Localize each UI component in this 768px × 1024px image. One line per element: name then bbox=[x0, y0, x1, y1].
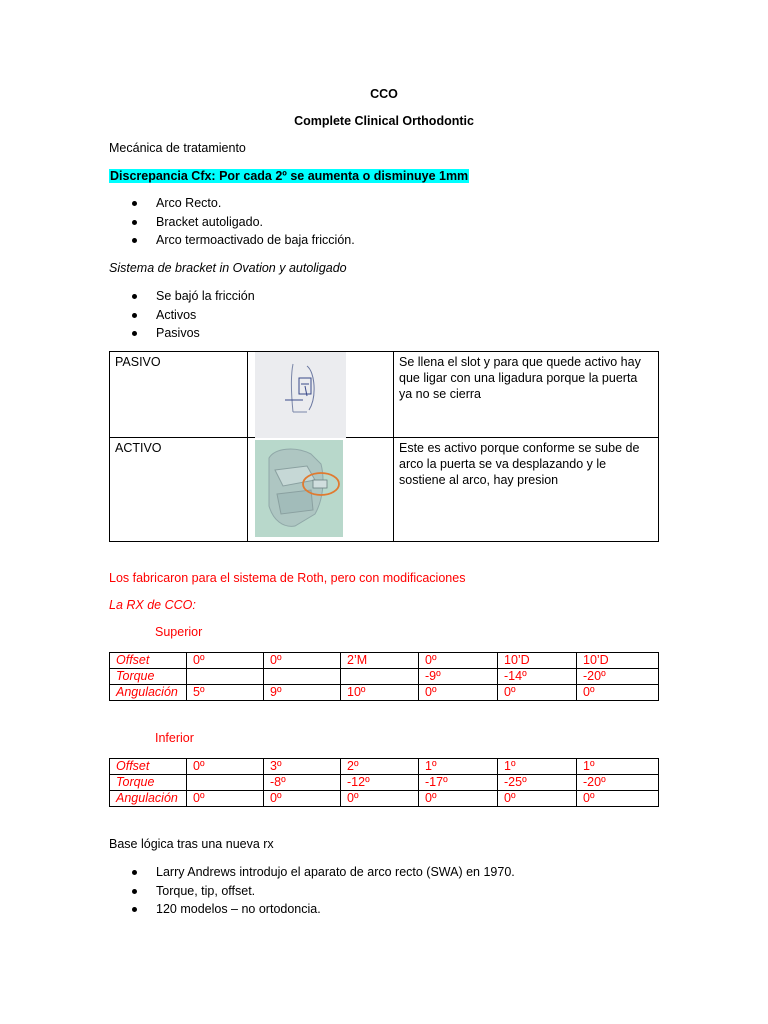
table-cell: -14º bbox=[498, 669, 577, 685]
table-cell: 0º bbox=[577, 791, 659, 807]
table-cell: 3º bbox=[264, 759, 341, 775]
table-cell bbox=[341, 669, 419, 685]
row-label: Torque bbox=[110, 775, 187, 791]
table-row bbox=[110, 791, 659, 807]
list-item: Larry Andrews introdujo el aparato de arco recto (SWA) en 1970. bbox=[130, 863, 515, 882]
table-cell: 0º bbox=[498, 791, 577, 807]
table-cell: 0º bbox=[419, 791, 498, 807]
table-row bbox=[110, 669, 659, 685]
table-cell: 1º bbox=[419, 759, 498, 775]
row-label: Angulación bbox=[110, 791, 187, 807]
list-item: Arco termoactivado de baja fricción. bbox=[130, 231, 355, 250]
table-row bbox=[110, 438, 659, 542]
inferior-label: Inferior bbox=[155, 731, 194, 745]
list-item: Bracket autoligado. bbox=[130, 213, 355, 232]
document-title: CCO bbox=[370, 87, 398, 101]
table-cell: 9º bbox=[264, 685, 341, 701]
table-cell: 0º bbox=[577, 685, 659, 701]
table-cell: -12º bbox=[341, 775, 419, 791]
row-label: Offset bbox=[110, 759, 187, 775]
table-cell: -8º bbox=[264, 775, 341, 791]
table-row bbox=[110, 775, 659, 791]
row-label: Offset bbox=[110, 653, 187, 669]
table-cell: 0º bbox=[187, 653, 264, 669]
table-cell: 0º bbox=[264, 653, 341, 669]
rx-heading: La RX de CCO: bbox=[109, 598, 196, 612]
discrepancy-line bbox=[109, 169, 469, 183]
table-cell bbox=[187, 775, 264, 791]
superior-table bbox=[109, 652, 659, 701]
superior-label: Superior bbox=[155, 625, 203, 639]
list-item: Torque, tip, offset. bbox=[130, 882, 515, 901]
base-heading: Base lógica tras una nueva rx bbox=[109, 837, 274, 851]
row-label: Angulación bbox=[110, 685, 187, 701]
table-cell: 2’M bbox=[341, 653, 419, 669]
table-cell: 10’D bbox=[498, 653, 577, 669]
list-item: Activos bbox=[130, 306, 255, 325]
table-cell: 0º bbox=[498, 685, 577, 701]
table-cell: 0º bbox=[341, 791, 419, 807]
table-cell: 0º bbox=[419, 685, 498, 701]
mechanics-list bbox=[130, 194, 355, 250]
roth-note: Los fabricaron para el sistema de Roth, pero con modificaciones bbox=[109, 571, 466, 585]
table-cell: 1º bbox=[498, 759, 577, 775]
table-cell: -20º bbox=[577, 669, 659, 685]
bracket-type-label: PASIVO bbox=[110, 352, 248, 438]
bracket-table bbox=[109, 351, 659, 542]
passive-bracket-drawing bbox=[255, 352, 346, 438]
list-item: Arco Recto. bbox=[130, 194, 355, 213]
table-cell: -17º bbox=[419, 775, 498, 791]
table-cell bbox=[264, 669, 341, 685]
list-item: Pasivos bbox=[130, 324, 255, 343]
list-item: 120 modelos – no ortodoncia. bbox=[130, 900, 515, 919]
discrepancy-highlight: Discrepancia Cfx: Por cada 2º se aumenta o disminuye 1mm bbox=[110, 169, 469, 183]
inferior-table bbox=[109, 758, 659, 807]
table-cell: 1º bbox=[577, 759, 659, 775]
bracket-description: Se llena el slot y para que quede activo hay que ligar con una ligadura porque la puerta ya no se cierra bbox=[394, 352, 659, 438]
table-cell: -20º bbox=[577, 775, 659, 791]
table-cell: 0º bbox=[187, 759, 264, 775]
passive-bracket-image bbox=[255, 352, 346, 438]
base-list bbox=[130, 863, 515, 919]
list-item: Se bajó la fricción bbox=[130, 287, 255, 306]
table-cell: 10’D bbox=[577, 653, 659, 669]
table-cell: 0º bbox=[419, 653, 498, 669]
mechanics-heading: Mecánica de tratamiento bbox=[109, 141, 246, 155]
bracket-type-label: ACTIVO bbox=[110, 438, 248, 542]
active-image-cell bbox=[248, 438, 394, 542]
active-bracket-image bbox=[255, 440, 343, 537]
table-cell: 2º bbox=[341, 759, 419, 775]
table-cell: 0º bbox=[187, 791, 264, 807]
active-bracket-drawing bbox=[255, 440, 343, 537]
bracket-description: Este es activo porque conforme se sube de arco la puerta se va desplazando y le sostiene al arco, hay presion bbox=[394, 438, 659, 542]
table-cell: 5º bbox=[187, 685, 264, 701]
table-cell: -25º bbox=[498, 775, 577, 791]
system-list bbox=[130, 287, 255, 343]
table-cell: 0º bbox=[264, 791, 341, 807]
table-cell: 10º bbox=[341, 685, 419, 701]
table-row bbox=[110, 685, 659, 701]
table-cell: -9º bbox=[419, 669, 498, 685]
table-row bbox=[110, 352, 659, 438]
system-heading: Sistema de bracket in Ovation y autoligado bbox=[109, 261, 347, 275]
document-subtitle: Complete Clinical Orthodontic bbox=[294, 114, 474, 128]
table-row bbox=[110, 759, 659, 775]
passive-image-cell bbox=[248, 352, 394, 438]
row-label: Torque bbox=[110, 669, 187, 685]
table-cell bbox=[187, 669, 264, 685]
table-row bbox=[110, 653, 659, 669]
